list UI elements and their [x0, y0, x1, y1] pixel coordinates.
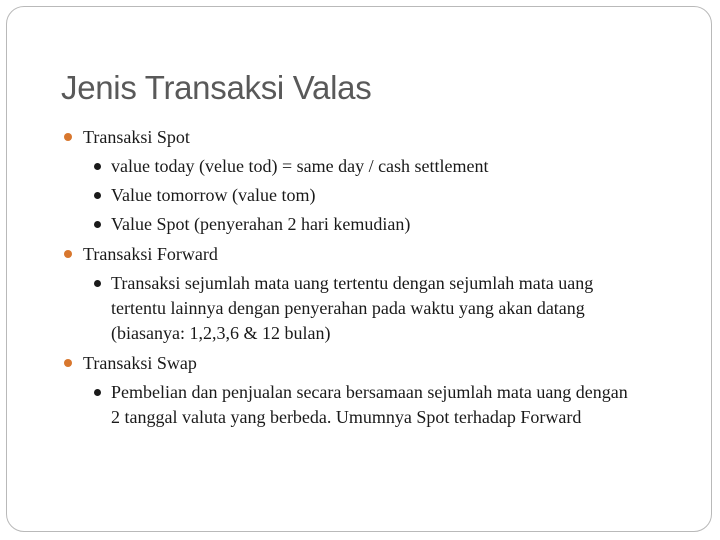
orange-bullet-icon	[64, 359, 72, 367]
bullet-label: Transaksi Forward	[83, 244, 218, 264]
black-bullet-icon	[94, 192, 101, 199]
sub-bullet-item	[83, 271, 641, 346]
slide-title: Jenis Transaksi Valas	[61, 69, 372, 106]
sub-bullet-text: Pembelian dan penjualan secara bersamaan sejumlah mata uang dengan 2 tanggal valuta yang berbeda. Umumnya Spot terhadap Forward	[111, 382, 628, 427]
bullet-label: Transaksi Swap	[83, 353, 197, 373]
bullet-item-spot	[63, 125, 673, 237]
sub-bullet-text: Value Spot (penyerahan 2 hari kemudian)	[111, 214, 411, 234]
black-bullet-icon	[94, 280, 101, 287]
black-bullet-icon	[94, 221, 101, 228]
sub-list	[83, 380, 673, 430]
sub-bullet-item	[83, 183, 641, 208]
bullet-item-forward	[63, 242, 673, 346]
bullet-list	[63, 125, 673, 430]
sub-bullet-text: Transaksi sejumlah mata uang tertentu dengan sejumlah mata uang tertentu lainnya dengan penyerahan pada waktu yang akan datang (biasanya: 1,2,3,6 & 12 bulan)	[111, 273, 594, 343]
slide	[6, 6, 712, 532]
orange-bullet-icon	[64, 250, 72, 258]
sub-list	[83, 271, 673, 346]
bullet-item-swap	[63, 351, 673, 430]
sub-bullet-text: value today (velue tod) = same day / cash settlement	[111, 156, 489, 176]
black-bullet-icon	[94, 163, 101, 170]
sub-list	[83, 154, 673, 237]
sub-bullet-item	[83, 212, 641, 237]
bullet-label: Transaksi Spot	[83, 127, 190, 147]
sub-bullet-item	[83, 154, 641, 179]
orange-bullet-icon	[64, 133, 72, 141]
sub-bullet-text: Value tomorrow (value tom)	[111, 185, 316, 205]
black-bullet-icon	[94, 389, 101, 396]
sub-bullet-item	[83, 380, 641, 430]
